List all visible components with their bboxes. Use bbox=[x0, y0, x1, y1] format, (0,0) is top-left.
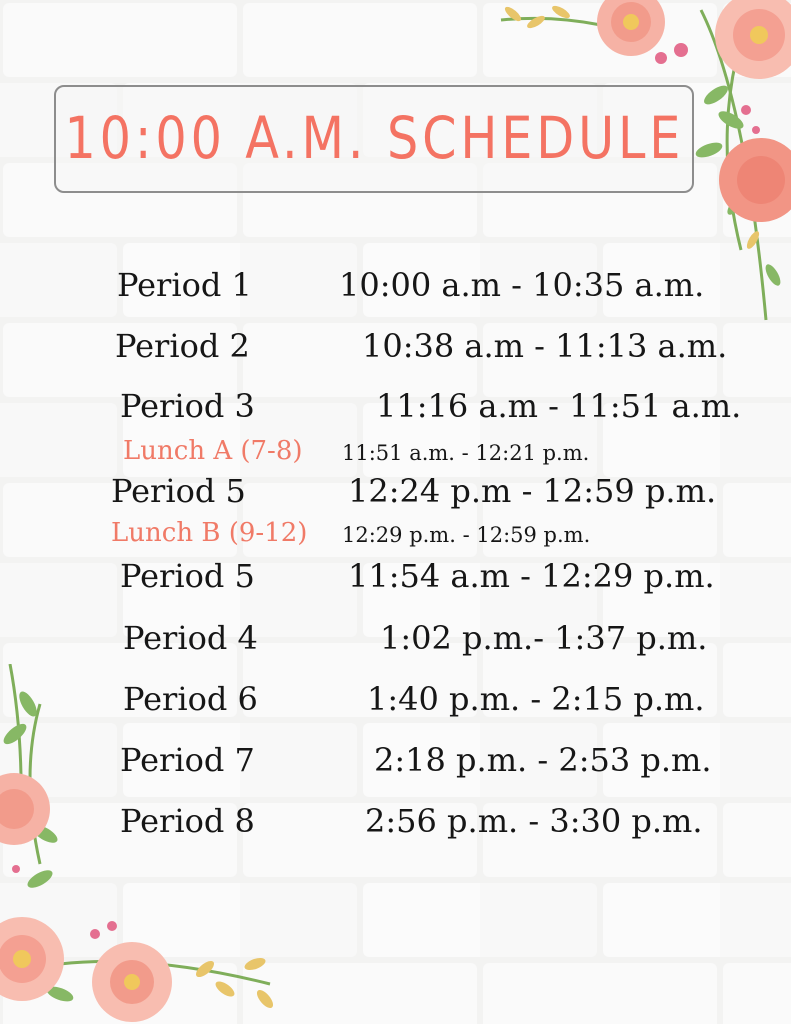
schedule-row bbox=[0, 266, 791, 316]
period-time: 10:00 a.m - 10:35 a.m. bbox=[339, 266, 705, 304]
schedule-row bbox=[0, 387, 791, 437]
schedule-row bbox=[0, 619, 791, 669]
lunch-time: 11:51 a.m. - 12:21 p.m. bbox=[342, 441, 590, 465]
period-time: 11:16 a.m - 11:51 a.m. bbox=[376, 387, 742, 425]
lunch-time: 12:29 p.m. - 12:59 p.m. bbox=[342, 523, 591, 547]
schedule-row bbox=[0, 680, 791, 730]
period-label: Period 1 bbox=[117, 266, 252, 304]
schedule-title: 10:00 A.M. SCHEDULE bbox=[64, 105, 684, 173]
period-time: 1:02 p.m.- 1:37 p.m. bbox=[380, 619, 708, 657]
period-time: 10:38 a.m - 11:13 a.m. bbox=[362, 327, 728, 365]
title-frame bbox=[54, 85, 694, 193]
period-label: Period 4 bbox=[123, 619, 258, 657]
period-label: Period 7 bbox=[120, 741, 255, 779]
period-label: Period 5 bbox=[111, 472, 246, 510]
period-time: 11:54 a.m - 12:29 p.m. bbox=[348, 557, 715, 595]
period-time: 2:56 p.m. - 3:30 p.m. bbox=[365, 802, 703, 840]
period-label: Period 5 bbox=[120, 557, 255, 595]
schedule-row bbox=[0, 327, 791, 377]
schedule-row bbox=[0, 802, 791, 852]
period-label: Period 3 bbox=[120, 387, 255, 425]
period-label: Period 8 bbox=[120, 802, 255, 840]
schedule-row bbox=[0, 472, 791, 522]
period-time: 12:24 p.m - 12:59 p.m. bbox=[348, 472, 717, 510]
lunch-label: Lunch A (7-8) bbox=[123, 436, 303, 466]
period-time: 1:40 p.m. - 2:15 p.m. bbox=[367, 680, 705, 718]
schedule-row bbox=[0, 557, 791, 607]
lunch-label: Lunch B (9-12) bbox=[111, 518, 308, 548]
period-label: Period 6 bbox=[123, 680, 258, 718]
period-label: Period 2 bbox=[115, 327, 250, 365]
schedule-row bbox=[0, 741, 791, 791]
period-time: 2:18 p.m. - 2:53 p.m. bbox=[374, 741, 712, 779]
